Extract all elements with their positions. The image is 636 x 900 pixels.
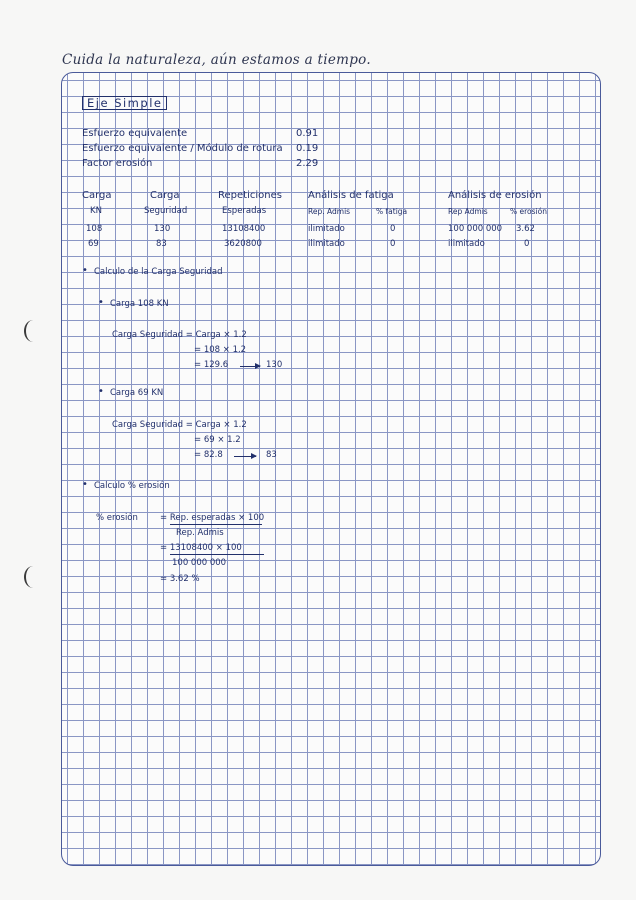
cell-rep-erosion: ilimitado: [448, 239, 485, 249]
cell-rep-fatiga: ilimitado: [308, 224, 345, 234]
calc-carga-heading: Calculo de la Carga Seguridad: [94, 267, 223, 277]
erosion-denominator-1: Rep. Admis: [176, 528, 224, 538]
erosion-numerator-2: = 13108400 × 100: [160, 543, 242, 553]
carga-69-line3: = 82.8: [194, 450, 223, 460]
carga-69-result: 83: [266, 450, 277, 460]
summary-value-1: 0.91: [296, 128, 319, 139]
th-esperadas: Esperadas: [222, 206, 267, 216]
erosion-result: = 3.62 %: [160, 574, 200, 584]
bullet-dot: •: [98, 386, 104, 397]
erosion-numerator-1: = Rep. esperadas × 100: [160, 513, 265, 523]
cell-pct-fatiga: 0: [390, 224, 396, 234]
cell-pct-erosion: 0: [524, 239, 530, 249]
cell-rep-erosion: 100 000 000: [448, 224, 503, 234]
graph-paper-grid: [61, 72, 601, 866]
cell-pct-erosion: 3.62: [516, 224, 535, 234]
th-repeticiones: Repeticiones: [218, 190, 282, 201]
summary-value-3: 2.29: [296, 158, 319, 169]
page-header-slogan: Cuida la naturaleza, aún estamos a tiempo.: [62, 52, 371, 68]
cell-rep-fatiga: ilimitado: [308, 239, 345, 249]
erosion-lhs: % erosión: [96, 513, 138, 523]
th-kn: KN: [90, 206, 102, 216]
fraction-bar: [170, 554, 264, 555]
summary-label-1: Esfuerzo equivalente: [82, 128, 188, 139]
section-title: Eje Simple: [82, 96, 167, 110]
cell-pct-fatiga: 0: [390, 239, 396, 249]
cell-seguridad: 130: [154, 224, 171, 234]
erosion-denominator-2: 100 000 000: [172, 558, 227, 568]
calc-erosion-heading: Calculo % erosión: [94, 481, 170, 491]
th-rep-admis-2: Rep Admis: [448, 207, 488, 216]
th-carga-seg: Carga: [150, 190, 180, 201]
th-analisis-fatiga: Análisis de fatiga: [308, 190, 394, 201]
binder-hole-bottom: [24, 566, 42, 588]
fraction-bar: [170, 524, 262, 525]
th-seguridad: Seguridad: [144, 206, 188, 216]
th-analisis-erosion: Análisis de erosión: [448, 190, 542, 201]
bullet-dot: •: [82, 265, 88, 276]
carga-108-result: 130: [266, 360, 283, 370]
carga-108-line2: = 108 × 1.2: [194, 345, 247, 355]
summary-label-2: Esfuerzo equivalente / Módulo de rotura: [82, 143, 283, 154]
cell-carga: 69: [88, 239, 99, 249]
cell-esperadas: 3620800: [224, 239, 262, 249]
carga-69-line1: Carga Seguridad = Carga × 1.2: [112, 420, 247, 430]
binder-hole-top: [24, 320, 42, 342]
bullet-dot: •: [98, 297, 104, 308]
th-pct-erosion: % erosión: [510, 207, 547, 216]
cell-carga: 108: [86, 224, 103, 234]
carga-108-line3: = 129.6: [194, 360, 229, 370]
cell-seguridad: 83: [156, 239, 167, 249]
carga-108-label: Carga 108 KN: [110, 299, 169, 309]
th-rep-admis-1: Rep. Admis: [308, 207, 351, 216]
carga-69-label: Carga 69 KN: [110, 388, 164, 398]
bullet-dot: •: [82, 479, 88, 490]
arrow-icon: [234, 456, 256, 457]
arrow-icon: [240, 366, 260, 367]
cell-esperadas: 13108400: [222, 224, 266, 234]
th-pct-fatiga: % fatiga: [376, 207, 408, 216]
summary-value-2: 0.19: [296, 143, 319, 154]
th-carga: Carga: [82, 190, 112, 201]
carga-108-line1: Carga Seguridad = Carga × 1.2: [112, 330, 247, 340]
summary-label-3: Factor erosión: [82, 158, 153, 169]
carga-69-line2: = 69 × 1.2: [194, 435, 241, 445]
